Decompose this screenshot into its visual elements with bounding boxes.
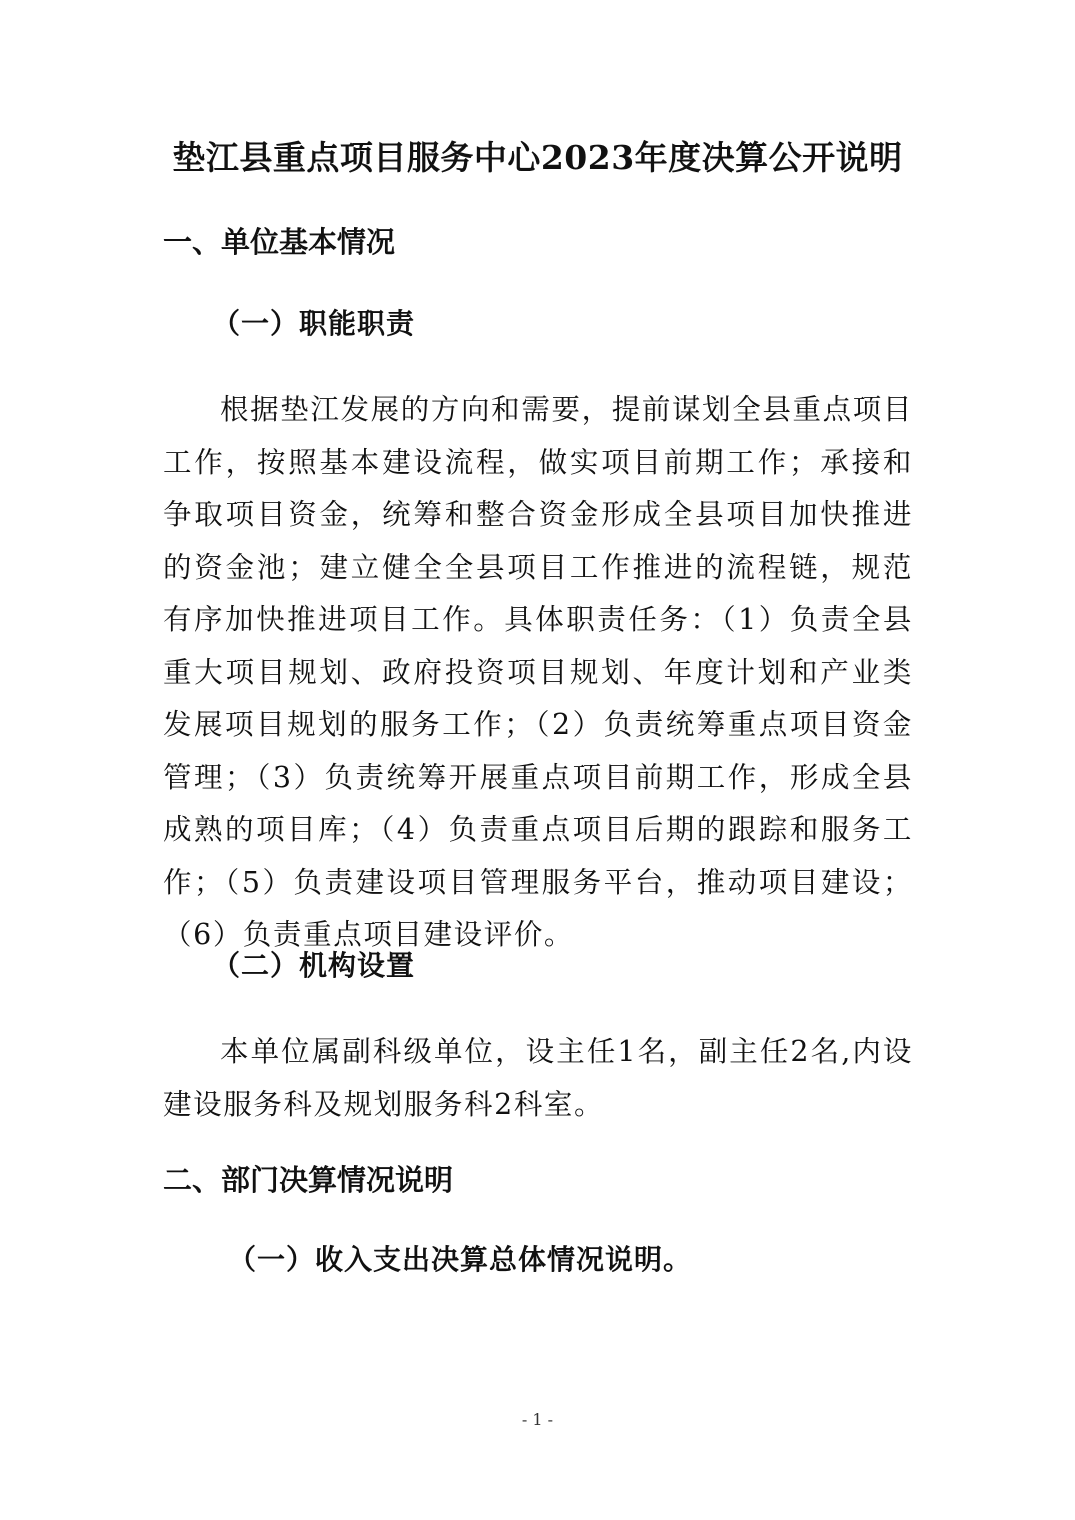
subsection-heading-organization: （二）机构设置: [212, 949, 416, 982]
subsection-heading-income-expense: （一）收入支出决算总体情况说明。: [228, 1243, 693, 1276]
section-heading-final-accounts: 二、部门决算情况说明: [163, 1163, 454, 1197]
document-title: 垫江县重点项目服务中心2023年度决算公开说明: [172, 138, 903, 177]
paragraph-functions: 根据垫江发展的方向和需要，提前谋划全县重点项目工作，按照基本建设流程，做实项目前期工作；承接和争取项目资金，统筹和整合资金形成全县项目加快推进的资金池；建立健全全县项目工作推进的流程链，规范有序加快推进项目工作。具体职责任务：（1）负责全县重大项目规划、政府投资项目规划、年度计划和产业类发展项目规划的服务工作；（2）负责统筹重点项目资金管理；（3）负责统筹开展重点项目前期工作，形成全县成熟的项目库；（4）负责重点项目后期的跟踪和服务工作；（5）负责建设项目管理服务平台，推动项目建设；（6）负责重点项目建设评价。: [163, 393, 913, 951]
section-heading-basic-info: 一、单位基本情况: [163, 225, 396, 259]
paragraph-organization: 本单位属副科级单位，设主任1名，副主任2名,内设建设服务科及规划服务科2科室。: [163, 1035, 913, 1121]
subsection-heading-functions: （一）职能职责: [212, 307, 416, 340]
page-number: - 1 -: [521, 1410, 554, 1429]
